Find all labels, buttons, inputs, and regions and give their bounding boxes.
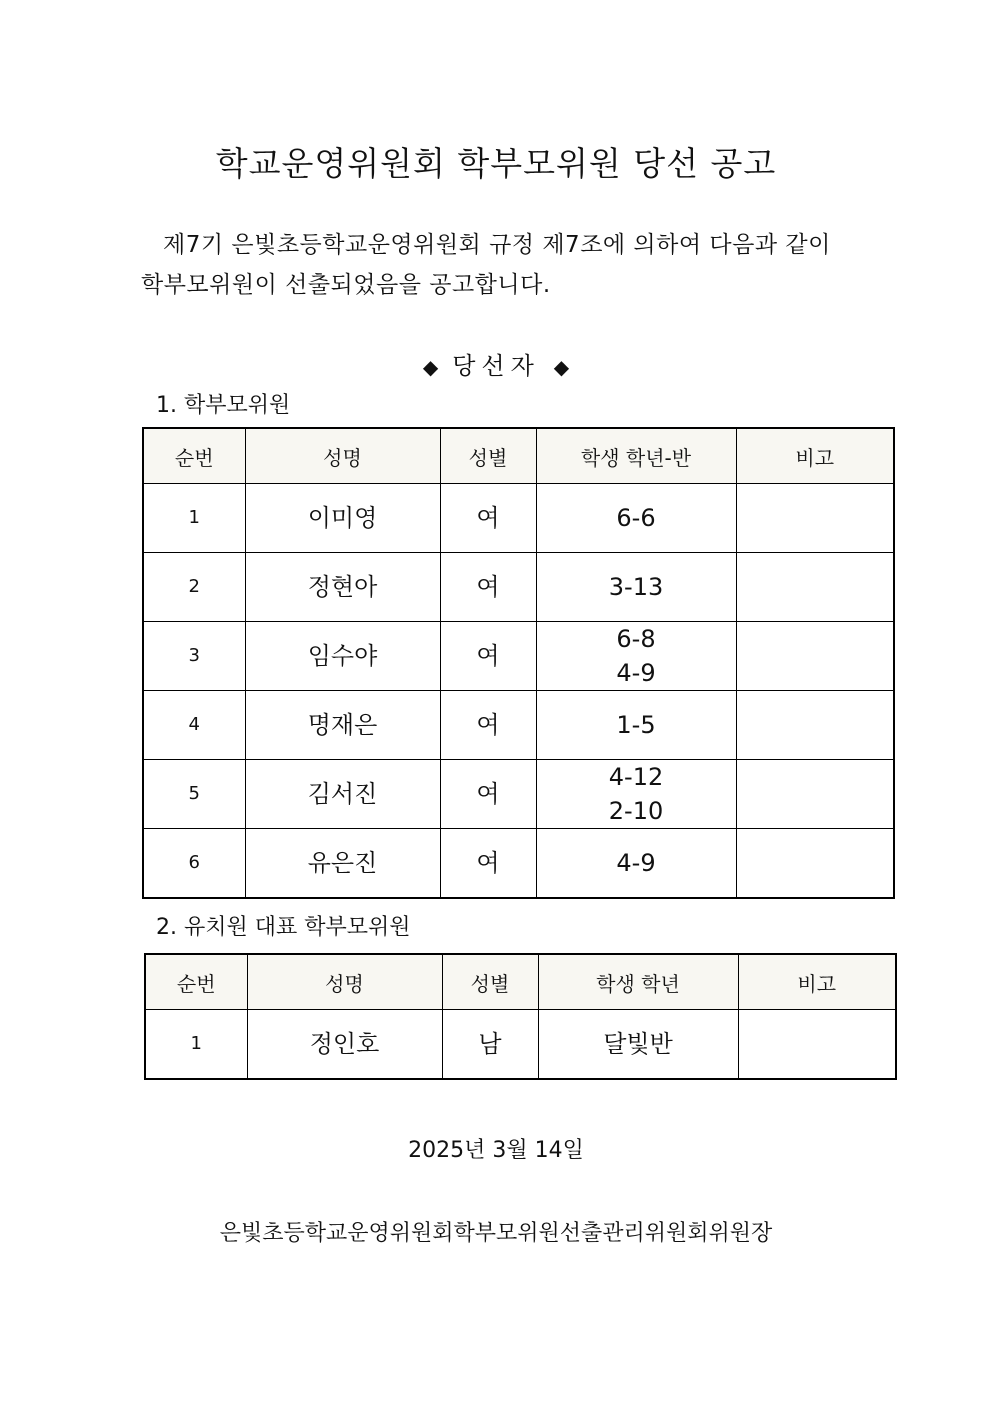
row-gender: 여 bbox=[440, 553, 536, 622]
signer-title: 은빛초등학교운영위원회학부모위원선출관리위원회위원장 bbox=[219, 1221, 773, 1246]
row-note bbox=[736, 691, 894, 760]
diamond-right-icon: ◆ bbox=[553, 355, 570, 379]
row-number: 1 bbox=[143, 484, 245, 553]
row-name: 이미영 bbox=[245, 484, 440, 553]
row-class: 달빛반 bbox=[538, 1010, 738, 1080]
row-gender: 여 bbox=[440, 691, 536, 760]
header-name: 성명 bbox=[245, 428, 440, 484]
table-row bbox=[143, 760, 894, 829]
row-number: 5 bbox=[143, 760, 245, 829]
winners-heading bbox=[0, 346, 992, 381]
row-note bbox=[738, 1010, 896, 1080]
row-name: 임수야 bbox=[245, 622, 440, 691]
diamond-left-icon: ◆ bbox=[422, 355, 439, 379]
intro-line-1: 제7기 은빛초등학교운영위원회 규정 제7조에 의하여 다음과 같이 bbox=[163, 232, 831, 258]
row-number: 3 bbox=[143, 622, 245, 691]
header-class: 학생 학년-반 bbox=[536, 428, 736, 484]
header-name: 성명 bbox=[247, 954, 442, 1010]
row-gender: 여 bbox=[440, 829, 536, 899]
table-row bbox=[143, 484, 894, 553]
row-class bbox=[536, 553, 736, 622]
row-class-line: 4-12 bbox=[608, 763, 664, 791]
row-gender: 여 bbox=[440, 760, 536, 829]
table-row bbox=[143, 829, 894, 899]
row-gender: 여 bbox=[440, 622, 536, 691]
row-class-line: 4-9 bbox=[616, 849, 656, 877]
header-note: 비고 bbox=[738, 954, 896, 1010]
row-class-line: 1-5 bbox=[616, 711, 656, 739]
row-number: 2 bbox=[143, 553, 245, 622]
row-number: 6 bbox=[143, 829, 245, 899]
header-gender: 성별 bbox=[440, 428, 536, 484]
header-number: 순번 bbox=[143, 428, 245, 484]
row-note bbox=[736, 760, 894, 829]
row-gender: 여 bbox=[440, 484, 536, 553]
row-class bbox=[536, 829, 736, 899]
header-number: 순번 bbox=[145, 954, 247, 1010]
section-2-title: 2. 유치원 대표 학부모위원 bbox=[156, 915, 411, 940]
row-class-line: 3-13 bbox=[608, 573, 664, 601]
row-class-line: 2-10 bbox=[608, 797, 664, 825]
document-title: 학교운영위원회 학부모위원 당선 공고 bbox=[215, 144, 777, 183]
intro-line-2: 학부모위원이 선출되었음을 공고합니다. bbox=[141, 272, 551, 298]
kindergarten-members-table bbox=[144, 953, 897, 1080]
row-class-line: 6-6 bbox=[616, 504, 656, 532]
winners-heading-label: 당선자 bbox=[452, 352, 540, 380]
row-note bbox=[736, 484, 894, 553]
header-gender: 성별 bbox=[442, 954, 538, 1010]
row-gender: 남 bbox=[442, 1010, 538, 1080]
row-name: 명재은 bbox=[245, 691, 440, 760]
announcement-date: 2025년 3월 14일 bbox=[408, 1138, 584, 1163]
row-name: 정현아 bbox=[245, 553, 440, 622]
row-note bbox=[736, 622, 894, 691]
section-1-title: 1. 학부모위원 bbox=[156, 393, 291, 418]
row-number: 4 bbox=[143, 691, 245, 760]
table-row bbox=[143, 691, 894, 760]
row-name: 김서진 bbox=[245, 760, 440, 829]
row-class bbox=[536, 484, 736, 553]
parent-members-table bbox=[142, 427, 895, 899]
row-name: 정인호 bbox=[247, 1010, 442, 1080]
row-note bbox=[736, 553, 894, 622]
row-class bbox=[536, 622, 736, 691]
table-row bbox=[145, 1010, 896, 1080]
header-note: 비고 bbox=[736, 428, 894, 484]
row-class bbox=[536, 760, 736, 829]
row-number: 1 bbox=[145, 1010, 247, 1080]
row-name: 유은진 bbox=[245, 829, 440, 899]
row-class bbox=[536, 691, 736, 760]
table-row bbox=[143, 553, 894, 622]
table-header-row bbox=[143, 428, 894, 484]
row-class-line: 6-8 bbox=[616, 625, 656, 653]
row-class-line: 4-9 bbox=[616, 659, 656, 687]
row-note bbox=[736, 829, 894, 899]
header-class: 학생 학년 bbox=[538, 954, 738, 1010]
table-header-row bbox=[145, 954, 896, 1010]
table-row bbox=[143, 622, 894, 691]
